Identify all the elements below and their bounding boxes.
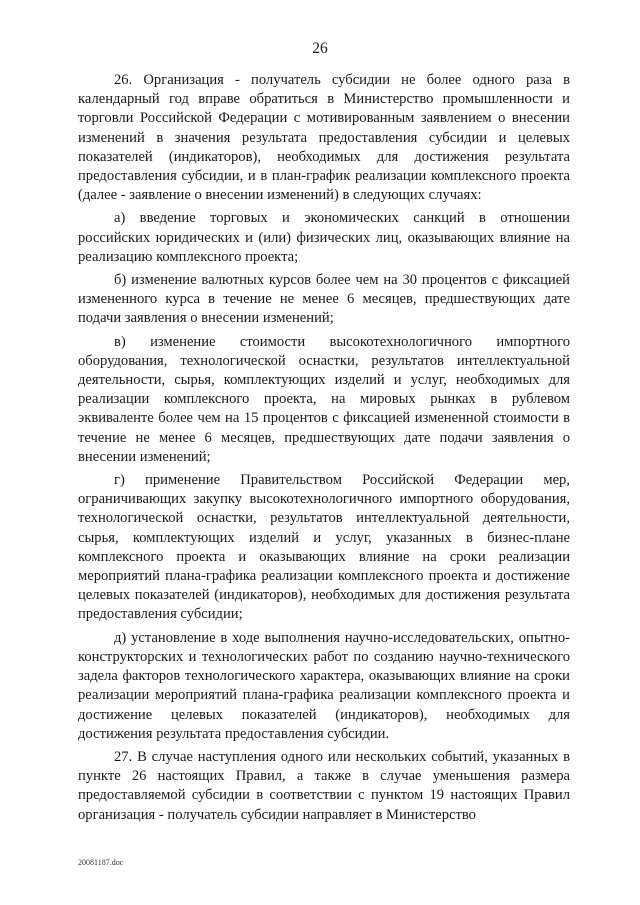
paragraph-26-v: в) изменение стоимости высокотехнологичного импортного оборудования, технологической оснастки, результатов интеллектуальной деятельности, сырья, комплектующих изделий и услуг, необходимых для реализации комплексного проекта, на мировых рынках в рублевом эквиваленте более чем на 15 процентов с фиксацией измененной стоимости в течение не менее 6 месяцев, предшествующих дате подачи заявления о внесении изменений; xyxy=(78,333,570,465)
paragraph-26-d: д) установление в ходе выполнения научно-исследовательских, опытно-конструкторских и технологических работ по созданию научно-технического задела факторов технологического характера, оказывающих влияние на сроки реализации мероприятий плана-графика реализации комплексного проекта и достижение целевых показателей (индикаторов), необходимых для достижения результата предоставления субсидии. xyxy=(78,629,570,742)
paragraph-26-a: а) введение торговых и экономических санкций в отношении российских юридических и (или) физических лиц, оказывающих влияние на реализацию комплексного проекта; xyxy=(78,210,570,265)
paragraph-26: 26. Организация - получатель субсидии не более одного раза в календарный год вправе обратиться в Министерство промышленности и торговли Российской Федерации с мотивированным заявлением о внесении изменений в значения результата предоставления субсидии и целевых показателей (индикаторов), необходимых для достижения результата предоставления субсидии, и в план-график реализации комплексного проекта (далее - заявление о внесении изменений) в следующих случаях: xyxy=(78,72,570,204)
paragraph-27: 27. В случае наступления одного или нескольких событий, указанных в пункте 26 настоящих Правил, а также в случае уменьшения размера предоставляемой субсидии в соответствии с пунктом 19 настоящих Правил организация - получатель субсидии направляет в Министерство xyxy=(78,748,570,823)
document-file-code: 20081187.doc xyxy=(78,858,124,867)
page-number: 26 xyxy=(312,40,328,57)
paragraph-26-b: б) изменение валютных курсов более чем на 30 процентов с фиксацией измененного курса в течение не менее 6 месяцев, предшествующих дате подачи заявления о внесении изменений; xyxy=(78,272,570,327)
paragraph-26-g: г) применение Правительством Российской Федерации мер, ограничивающих закупку высокотехнологичного импортного оборудования, технологической оснастки, результатов интеллектуальной деятельности, сырья, комплектующих изделий и услуг, указанных в бизнес-плане комплексного проекта и оказывающих влияние на сроки реализации мероприятий плана-графика реализации комплексного проекта и достижение целевых показателей (индикаторов), необходимых для достижения результата предоставления субсидии; xyxy=(78,472,570,623)
document-body xyxy=(78,71,570,825)
